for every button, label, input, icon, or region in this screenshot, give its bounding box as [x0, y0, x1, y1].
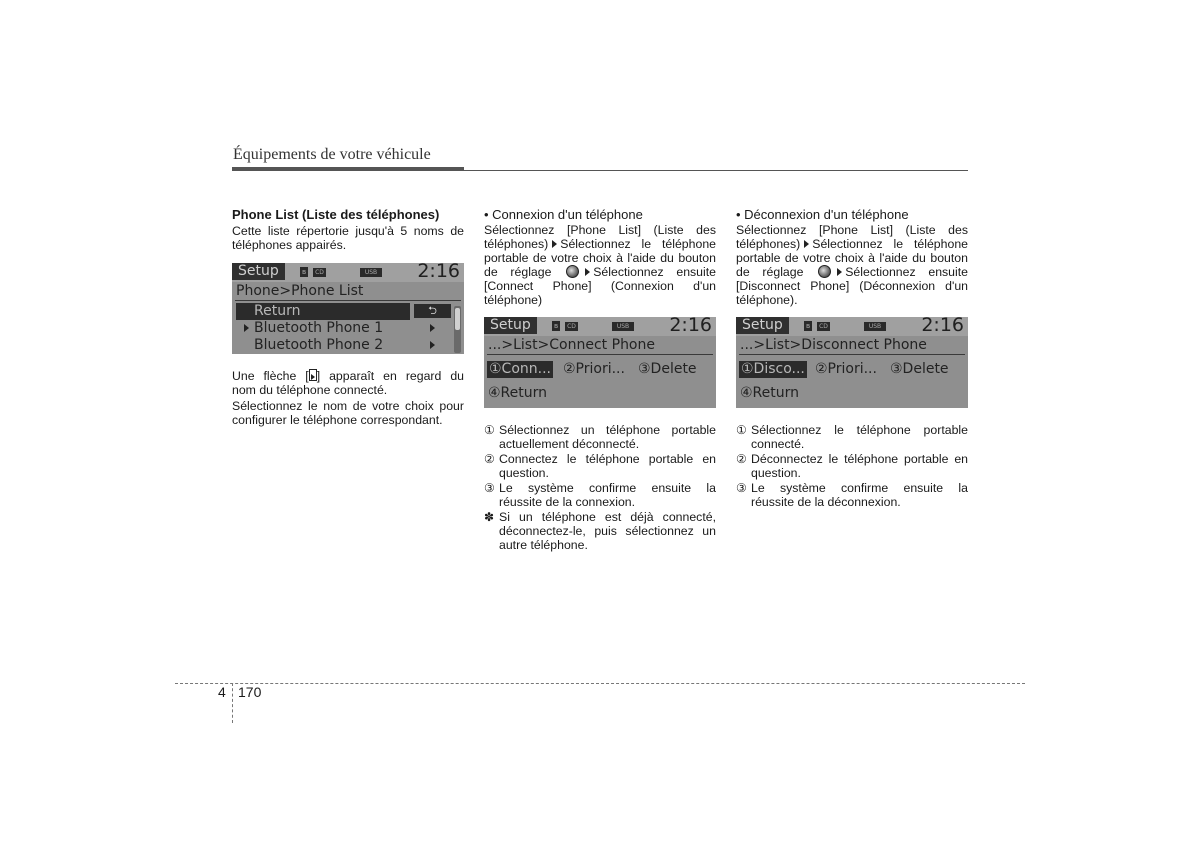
step-text: Déconnectez le téléphone portable en — [751, 452, 968, 466]
para-text: téléphones) — [736, 237, 801, 251]
column-connect — [484, 208, 716, 307]
screen-divider — [235, 300, 461, 301]
tune-knob-icon — [818, 265, 831, 278]
screen-divider — [487, 354, 713, 355]
intro-line-1: Cette liste répertorie jusqu'à 5 noms de — [232, 224, 464, 238]
note2-line-1: Sélectionnez le nom de votre choix pour — [232, 399, 464, 413]
screen-clock: 2:16 — [417, 263, 460, 282]
option-priority[interactable]: ②Priori... — [815, 361, 877, 377]
connected-arrow-icon — [244, 324, 249, 332]
tune-knob-icon — [566, 265, 579, 278]
option-return[interactable]: ④Return — [488, 385, 548, 401]
arrow-icon — [804, 240, 809, 248]
step-marker: ② — [736, 452, 747, 466]
para-text: de réglage — [736, 265, 804, 279]
option-disconnect[interactable]: ①Disco... — [741, 361, 805, 377]
step-text: connecté. — [751, 437, 805, 451]
phone-list-screen — [232, 263, 464, 354]
para-line: téléphone). — [736, 293, 798, 307]
usb-icon: USB — [612, 322, 634, 331]
para-line: portable de votre choix à l'aide du bouton — [736, 251, 968, 265]
note-line-1 — [232, 369, 464, 383]
step-text: Le système confirme ensuite la — [751, 481, 968, 495]
arrow-icon — [309, 369, 317, 381]
para-line — [484, 237, 716, 251]
chevron-right-icon — [430, 341, 435, 349]
bluetooth-icon: ʙ — [805, 322, 811, 330]
step-text: question. — [499, 466, 549, 480]
option-return[interactable]: ④Return — [740, 385, 800, 401]
para-line: [Disconnect Phone] (Déconnexion d'un — [736, 279, 968, 293]
para-line: téléphone) — [484, 293, 543, 307]
para-text: Sélectionnez ensuite — [593, 265, 717, 279]
section-heading: Phone List (Liste des téléphones) — [232, 207, 440, 222]
option-delete[interactable]: ③Delete — [638, 361, 697, 377]
column-phone-list — [232, 208, 464, 252]
note-line-2: nom du téléphone connecté. — [232, 383, 388, 397]
bluetooth-icon: ʙ — [553, 322, 559, 330]
para-text: de réglage — [484, 265, 552, 279]
option-delete[interactable]: ③Delete — [890, 361, 949, 377]
note-text: Une flèche [ — [232, 369, 309, 383]
arrow-icon — [585, 268, 590, 276]
arrow-icon — [552, 240, 557, 248]
step-marker: ② — [484, 452, 495, 466]
step-text: Sélectionnez le téléphone portable — [751, 423, 968, 437]
step-item — [484, 423, 716, 451]
para-line: Sélectionnez [Phone List] (Liste des — [484, 223, 716, 237]
para-text: téléphones) — [484, 237, 549, 251]
step-item — [736, 481, 968, 509]
step-text: autre téléphone. — [499, 538, 588, 552]
step-text: réussite de la connexion. — [499, 495, 636, 509]
step-marker: ③ — [736, 481, 747, 495]
option-priority[interactable]: ②Priori... — [563, 361, 625, 377]
screen-title: Phone>Phone List — [236, 283, 364, 299]
arrow-icon — [837, 268, 842, 276]
intro-line-2: téléphones appairés. — [232, 238, 347, 252]
step-marker: ③ — [484, 481, 495, 495]
para-line: portable de votre choix à l'aide du bouton — [484, 251, 716, 265]
cd-icon: CD — [313, 268, 326, 277]
screen-setup-label: Setup — [736, 317, 789, 334]
chevron-right-icon — [430, 324, 435, 332]
footer-rule — [175, 683, 1025, 684]
header-rule — [232, 170, 968, 171]
para-line — [484, 265, 716, 279]
option-connect[interactable]: ①Conn... — [489, 361, 551, 377]
cd-icon: CD — [565, 322, 578, 331]
screen-scrollbar[interactable] — [454, 306, 461, 353]
para-text: Sélectionnez le téléphone — [560, 237, 716, 251]
cd-icon: CD — [817, 322, 830, 331]
step-item — [484, 481, 716, 509]
screen-setup-label: Setup — [484, 317, 537, 334]
para-line — [736, 237, 968, 251]
para-line: [Connect Phone] (Connexion d'un — [484, 279, 716, 293]
step-item — [484, 452, 716, 480]
page-number: 170 — [238, 684, 262, 700]
screen-clock: 2:16 — [669, 317, 712, 336]
bluetooth-icon: ʙ — [301, 268, 307, 276]
note-item — [484, 510, 716, 552]
step-text: actuellement déconnecté. — [499, 437, 640, 451]
screen-item-phone-1[interactable]: Bluetooth Phone 1 — [254, 320, 384, 336]
note2-line-2: configurer le téléphone correspondant. — [232, 413, 443, 427]
page-header-title: Équipements de votre véhicule — [233, 146, 431, 163]
column-connect-steps — [484, 423, 716, 553]
step-marker: ① — [736, 423, 747, 437]
column-disconnect-steps — [736, 423, 968, 510]
step-item — [736, 423, 968, 451]
step-text: réussite de la déconnexion. — [751, 495, 901, 509]
connect-phone-screen — [484, 317, 716, 408]
disconnect-phone-screen — [736, 317, 968, 408]
para-text: Sélectionnez ensuite — [845, 265, 969, 279]
chapter-number: 4 — [218, 684, 226, 700]
note-marker: ✽ — [484, 510, 495, 524]
para-line: Sélectionnez [Phone List] (Liste des — [736, 223, 968, 237]
para-text: Sélectionnez le téléphone — [812, 237, 968, 251]
screen-setup-label: Setup — [232, 263, 285, 280]
footer-divider — [232, 683, 233, 723]
return-icon[interactable]: ⮌ — [414, 304, 451, 318]
screen-item-return[interactable]: Return — [236, 303, 410, 320]
step-text: Sélectionnez un téléphone portable — [499, 423, 716, 437]
usb-icon: USB — [360, 268, 382, 277]
scrollbar-thumb[interactable] — [455, 308, 460, 330]
section-heading: • Déconnexion d'un téléphone — [736, 207, 909, 222]
step-item — [736, 452, 968, 480]
screen-title: ...>List>Disconnect Phone — [740, 337, 927, 353]
section-heading: • Connexion d'un téléphone — [484, 207, 643, 222]
step-text: Le système confirme ensuite la — [499, 481, 716, 495]
column-phone-list-notes — [232, 369, 464, 427]
para-line — [736, 265, 968, 279]
step-text: Connectez le téléphone portable en — [499, 452, 716, 466]
screen-divider — [739, 354, 965, 355]
step-marker: ① — [484, 423, 495, 437]
step-text: question. — [751, 466, 801, 480]
screen-title: ...>List>Connect Phone — [488, 337, 655, 353]
screen-item-phone-2[interactable]: Bluetooth Phone 2 — [254, 337, 384, 353]
screen-clock: 2:16 — [921, 317, 964, 336]
usb-icon: USB — [864, 322, 886, 331]
step-text: Si un téléphone est déjà connecté, — [499, 510, 716, 524]
note-text: ] apparaît en regard du — [316, 369, 465, 383]
step-text: déconnectez-le, puis sélectionnez un — [499, 524, 716, 538]
column-disconnect — [736, 208, 968, 307]
